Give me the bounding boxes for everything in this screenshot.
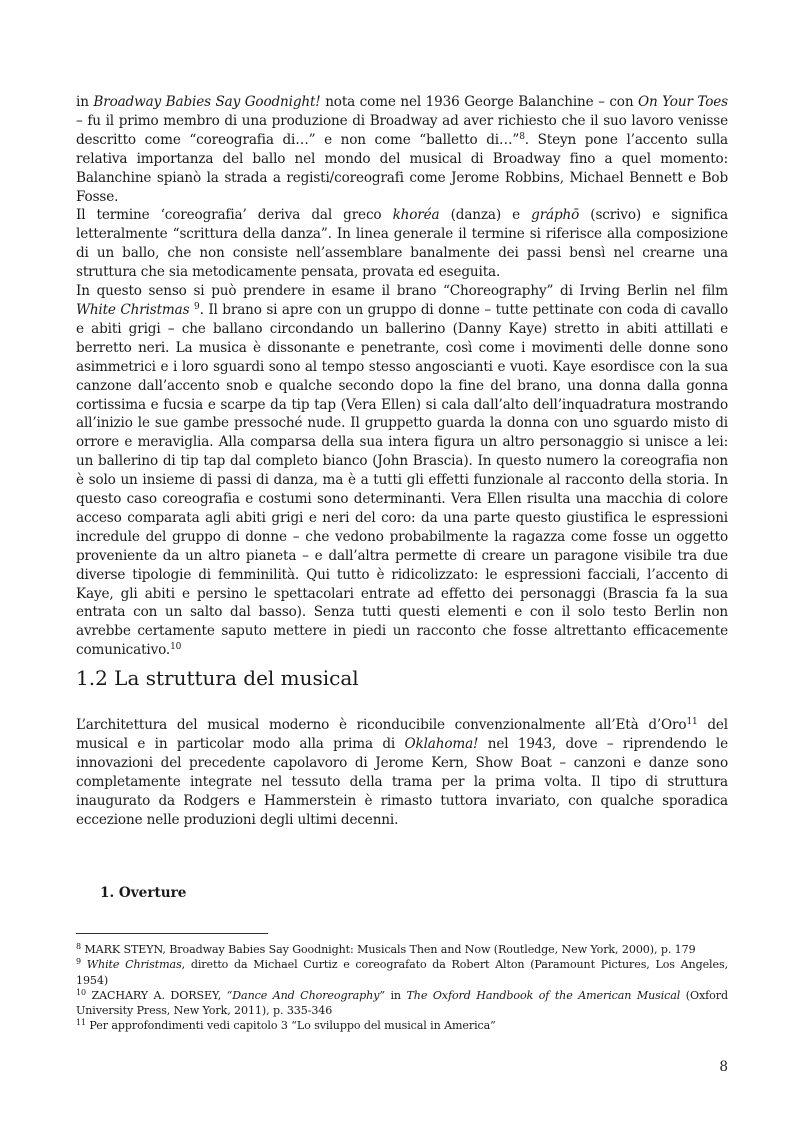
paragraph-choreography: In questo senso si può prendere in esame il brano “Choreography” di Irving Berlin nel film White Christmas $^9$. Il brano si apre con un gruppo di donne – tutte pettinate con coda di cavallo e abiti grigi – che ballano circondando un ballerino (Danny Kaye) stretto in abiti attillati e berretto neri. La musica è dissonante e penetrante, così come i movimenti delle donne sono asimmetrici e i loro sguardi sono al tempo stesso angoscianti e vuoti. Kaye esordisce con la sua canzone dall’accento snob e qualche secondo dopo la fine del brano, una donna dalla gonna cortissima e fucsia e scarpe da tip tap (Vera Ellen) si cala dall’alto dell’inquadratura mostrando all’inizio le sue gambe pressoché nude. Il gruppetto guarda la donna con uno sguardo misto di orrore e meraviglia. Alla comparsa della sua intera figura un altro personaggio si unisce a lei: un ballerino di tip tap dal completo bianco (John Brascia). In questo numero la coreografia non è solo un insieme di passi di danza, ma è a tutti gli effetti funzionale al racconto della storia. In questo caso coreografia e costumi sono determinanti. Vera Ellen risulta una macchia di colore acceso comparata agli abiti grigi e neri del coro: da una parte questo giustifica le espressioni incredule del gruppo di donne – che vedono probabilmente la ragazza come fosse un oggetto proveniente da un altro pianeta – e dall’altra permette di creare un paragone visibile tra due diverse tipologie di femminilità. Qui tutto è ridicolizzato: le espressioni facciali, l’accento di Kaye, gli abiti e persino le spettacolari entrate ad effetto dei personaggi (Brascia fa la sua entrata con un salto dal basso). Senza tutti questi elementi e con il solo testo Berlin non avrebbe certamente saputo mettere in piedi un racconto che fosse altrettanto efficacemente comunicativo.$^{10}$ bbox=[76, 283, 729, 659]
body-text bbox=[76, 93, 728, 660]
list-item-overture: 1. Overture bbox=[100, 885, 187, 901]
paragraph-balanchine: in Broadway Babies Say Goodnight! nota come nel 1936 George Balanchine – con On Your Toes – fu il primo membro di una produzione di Broadway ad aver richiesto che il suo lavoro venisse descritto come “coreografia di…” e non come “balletto di…”$^8$. Steyn pone l’accento sulla relativa importanza del ballo nel mondo del musical di Broadway fino a quel momento: Balanchine spianò la strada a registi/coreografi come Jerome Robbins, Michael Bennett e Bob Fosse. bbox=[76, 94, 728, 205]
footnote-ref-9[interactable]: 9 bbox=[194, 301, 200, 312]
paragraph-coreografia: Il termine ‘coreografia’ deriva dal greco khoréa (danza) e gráphō (scrivo) e significa letteralmente “scrittura della danza”. In linea generale il termine si riferisce alla composizione di un ballo, che non consiste nell’assemblare banalmente dei passi bensì nel crearne una struttura che sia metodicamente pensata, provata ed eseguita. bbox=[76, 207, 729, 281]
paragraph-architettura: L’architettura del musical moderno è riconducibile convenzionalmente all’Età d’Oro$^{11}$ del musical e in particolar modo alla prima di Oklahoma! nel 1943, dove – riprendendo le innovazioni del precedente capolavoro di Jerome Kern, Show Boat – canzoni e danze sono completamente integrate nel tessuto della trama per la prima volta. Il tipo di struttura inaugurato da Rodgers e Hammerstein è rimasto tuttora invariato, con qualche sporadica eccezione nelle produzioni degli ultimi decenni. bbox=[76, 717, 728, 828]
film-title: White Christmas bbox=[76, 301, 190, 318]
footnotes bbox=[76, 942, 728, 1034]
footnote-10: $^{10}$ ZACHARY A. DORSEY, “Dance And Choreography” in The Oxford Handbook of the American Musical (Oxford University Press, New York, 2011), p. 335-346 bbox=[76, 987, 728, 1018]
show-title: On Your Toes bbox=[638, 94, 728, 110]
book-title: Broadway Babies Say Goodnight! bbox=[93, 94, 321, 110]
footnote-ref-11[interactable]: 11 bbox=[686, 717, 698, 727]
section-intro bbox=[76, 716, 728, 829]
footnote-8: $^8$ MARK STEYN, Broadway Babies Say Goodnight: Musicals Then and Now (Routledge, New York, 2000), p. 179 bbox=[76, 942, 696, 956]
footnote-ref-10[interactable]: 10 bbox=[170, 642, 182, 653]
footnote-ref-8[interactable]: 8 bbox=[519, 131, 525, 142]
footnote-9: $^9$ White Christmas, diretto da Michael Curtiz e coreografato da Robert Alton (Paramount Pictures, Los Angeles, 1954) bbox=[76, 957, 728, 987]
page-number: 8 bbox=[719, 1059, 728, 1075]
footnote-separator bbox=[76, 933, 268, 934]
footnote-11: $^{11}$ Per approfondimenti vedi capitolo 3 “Lo sviluppo del musical in America” bbox=[76, 1018, 496, 1033]
show-title: Oklahoma! bbox=[404, 735, 479, 752]
section-heading: 1.2 La struttura del musical bbox=[76, 666, 359, 690]
